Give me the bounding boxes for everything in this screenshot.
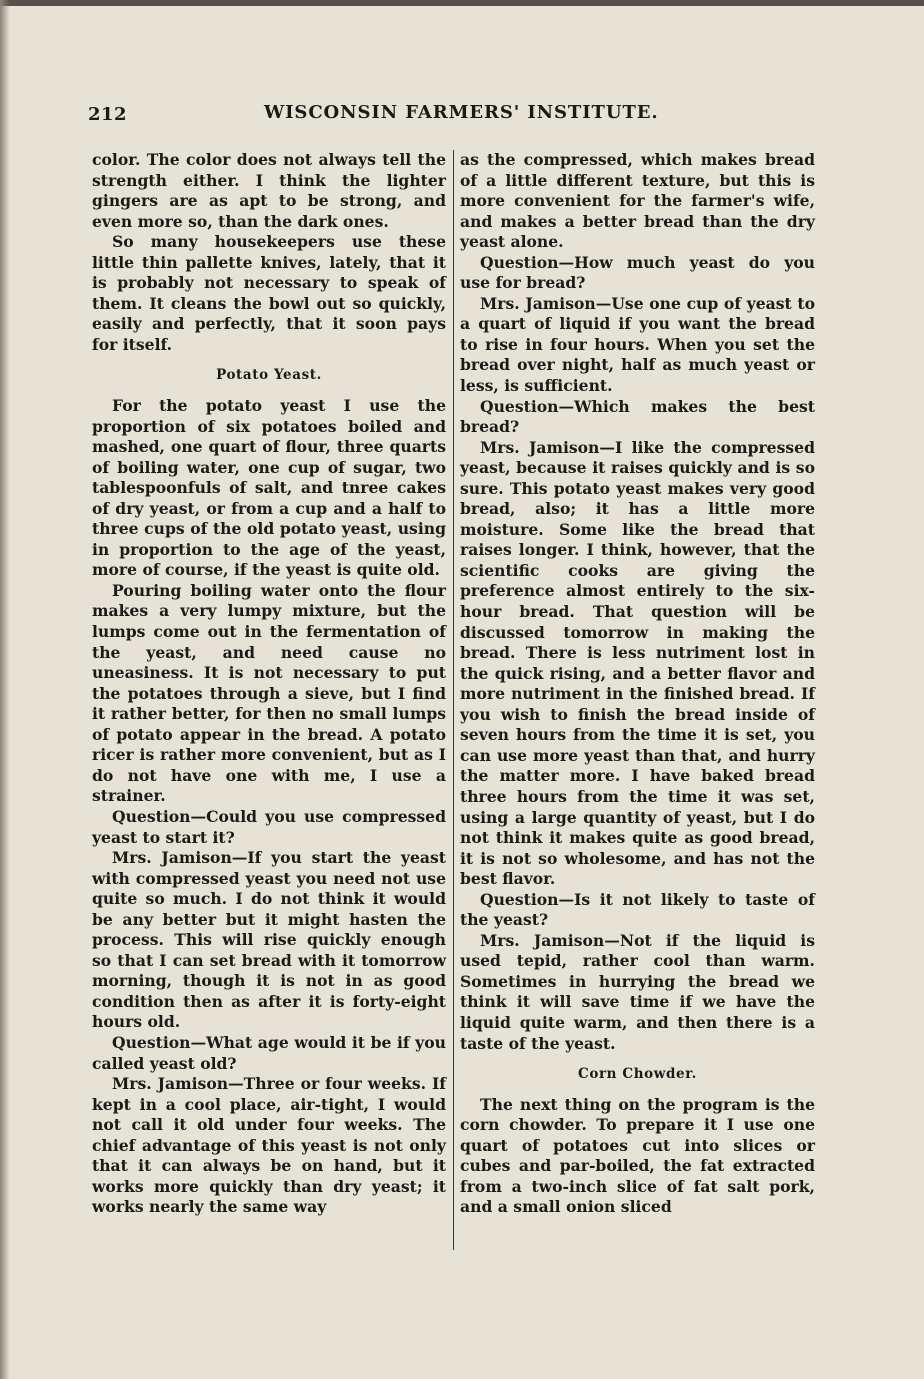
running-head bbox=[88, 100, 812, 130]
paragraph: The next thing on the program is the corn chowder. To prepare it I use one quart of potatoes cut into slices or cubes and par-boiled, the fat extracted from a two-inch slice of fat salt pork, and a small onion sliced bbox=[460, 1094, 815, 1217]
page-top-edge bbox=[0, 0, 924, 6]
paragraph: Pouring boiling water onto the flour makes a very lumpy mixture, but the lumps come out in the fermentation of the yeast, and need cause no uneasiness. It is not necessary to put the potatoes through a sieve, but I find it rather better, for then no small lumps of potato appear in the bread. A potato ricer is rather more convenient, but as I do not have one with me, I use a strainer. bbox=[92, 580, 446, 806]
paragraph: So many housekeepers use these little thin pallette knives, lately, that it is probably not necessary to speak of them. It cleans the bowl out so quickly, easily and perfectly, that it soon pays for itself. bbox=[92, 232, 446, 354]
section-heading-potato-yeast: Potato Yeast. bbox=[216, 367, 322, 384]
paragraph: Mrs. Jamison—Use one cup of yeast to a quart of liquid if you want the bread to rise in four hours. When you set the bread over night, half as much yeast or less, is sufficient. bbox=[460, 293, 815, 396]
paragraph: Mrs. Jamison—I like the compressed yeast, because it raises quickly and is so sure. This potato yeast makes very good bread, also; it has a little more moisture. Some like the bread that raises longer. I think, however, that the scientific cooks are giving the preference almost entirely to the six-hour bread. That question will be discussed tomorrow in making the bread. There is less nutriment lost in the quick rising, and a better flavor and more nutriment in the finished bread. If you wish to finish the bread inside of seven hours from the time it is set, you can use more yeast than that, and hurry the matter more. I have baked bread three hours from the time it was set, using a large quantity of yeast, but I do not think it makes quite as good bread, it is not so wholesome, and has not the best flavor. bbox=[460, 437, 815, 889]
paragraph: Question—Is it not likely to taste of the yeast? bbox=[460, 889, 815, 930]
left-column bbox=[92, 150, 446, 1255]
paragraph: Mrs. Jamison—Three or four weeks. If kept in a cool place, air-tight, I would not call it old under four weeks. The chief advantage of this yeast is not only that it can always be on hand, but it works more quickly than dry yeast; it works nearly the same way bbox=[92, 1074, 446, 1217]
paragraph: Question—What age would it be if you called yeast old? bbox=[92, 1032, 446, 1073]
page-left-shadow bbox=[0, 0, 10, 1379]
paragraph: For the potato yeast I use the proportion of six potatoes boiled and mashed, one quart of flour, three quarts of boiling water, one cup of sugar, two tablespoonfuls of salt, and tnree cakes of dry yeast, or from a cup and a half to three cups of the old potato yeast, using in proportion to the age of the yeast, more of course, if the yeast is quite old. bbox=[92, 396, 446, 580]
paragraph: Question—Could you use compressed yeast to start it? bbox=[92, 806, 446, 847]
section-heading-corn-chowder: Corn Chowder. bbox=[578, 1066, 697, 1083]
paragraph: Question—Which makes the best bread? bbox=[460, 396, 815, 437]
journal-title: WISCONSIN FARMERS' INSTITUTE. bbox=[264, 102, 659, 123]
paragraph: Mrs. Jamison—Not if the liquid is used tepid, rather cool than warm. Sometimes in hurrying the bread we think it will save time if we have the liquid quite warm, and then there is a taste of the yeast. bbox=[460, 930, 815, 1053]
page-number: 212 bbox=[88, 104, 128, 125]
paragraph: Mrs. Jamison—If you start the yeast with compressed yeast you need not use quite so much. I do not think it would be any better but it might hasten the process. This will rise quickly enough so that I can set bread with it tomorrow morning, though it is not in as good condition then as after it is forty-eight hours old. bbox=[92, 848, 446, 1032]
right-column bbox=[460, 150, 815, 1255]
column-divider bbox=[453, 150, 454, 1250]
paragraph: as the compressed, which makes bread of a little different texture, but this is more convenient for the farmer's wife, and makes a better bread than the dry yeast alone. bbox=[460, 150, 815, 252]
paragraph: Question—How much yeast do you use for bread? bbox=[460, 252, 815, 293]
paragraph: color. The color does not always tell the strength either. I think the lighter gingers are as apt to be strong, and even more so, than the dark ones. bbox=[92, 150, 446, 231]
